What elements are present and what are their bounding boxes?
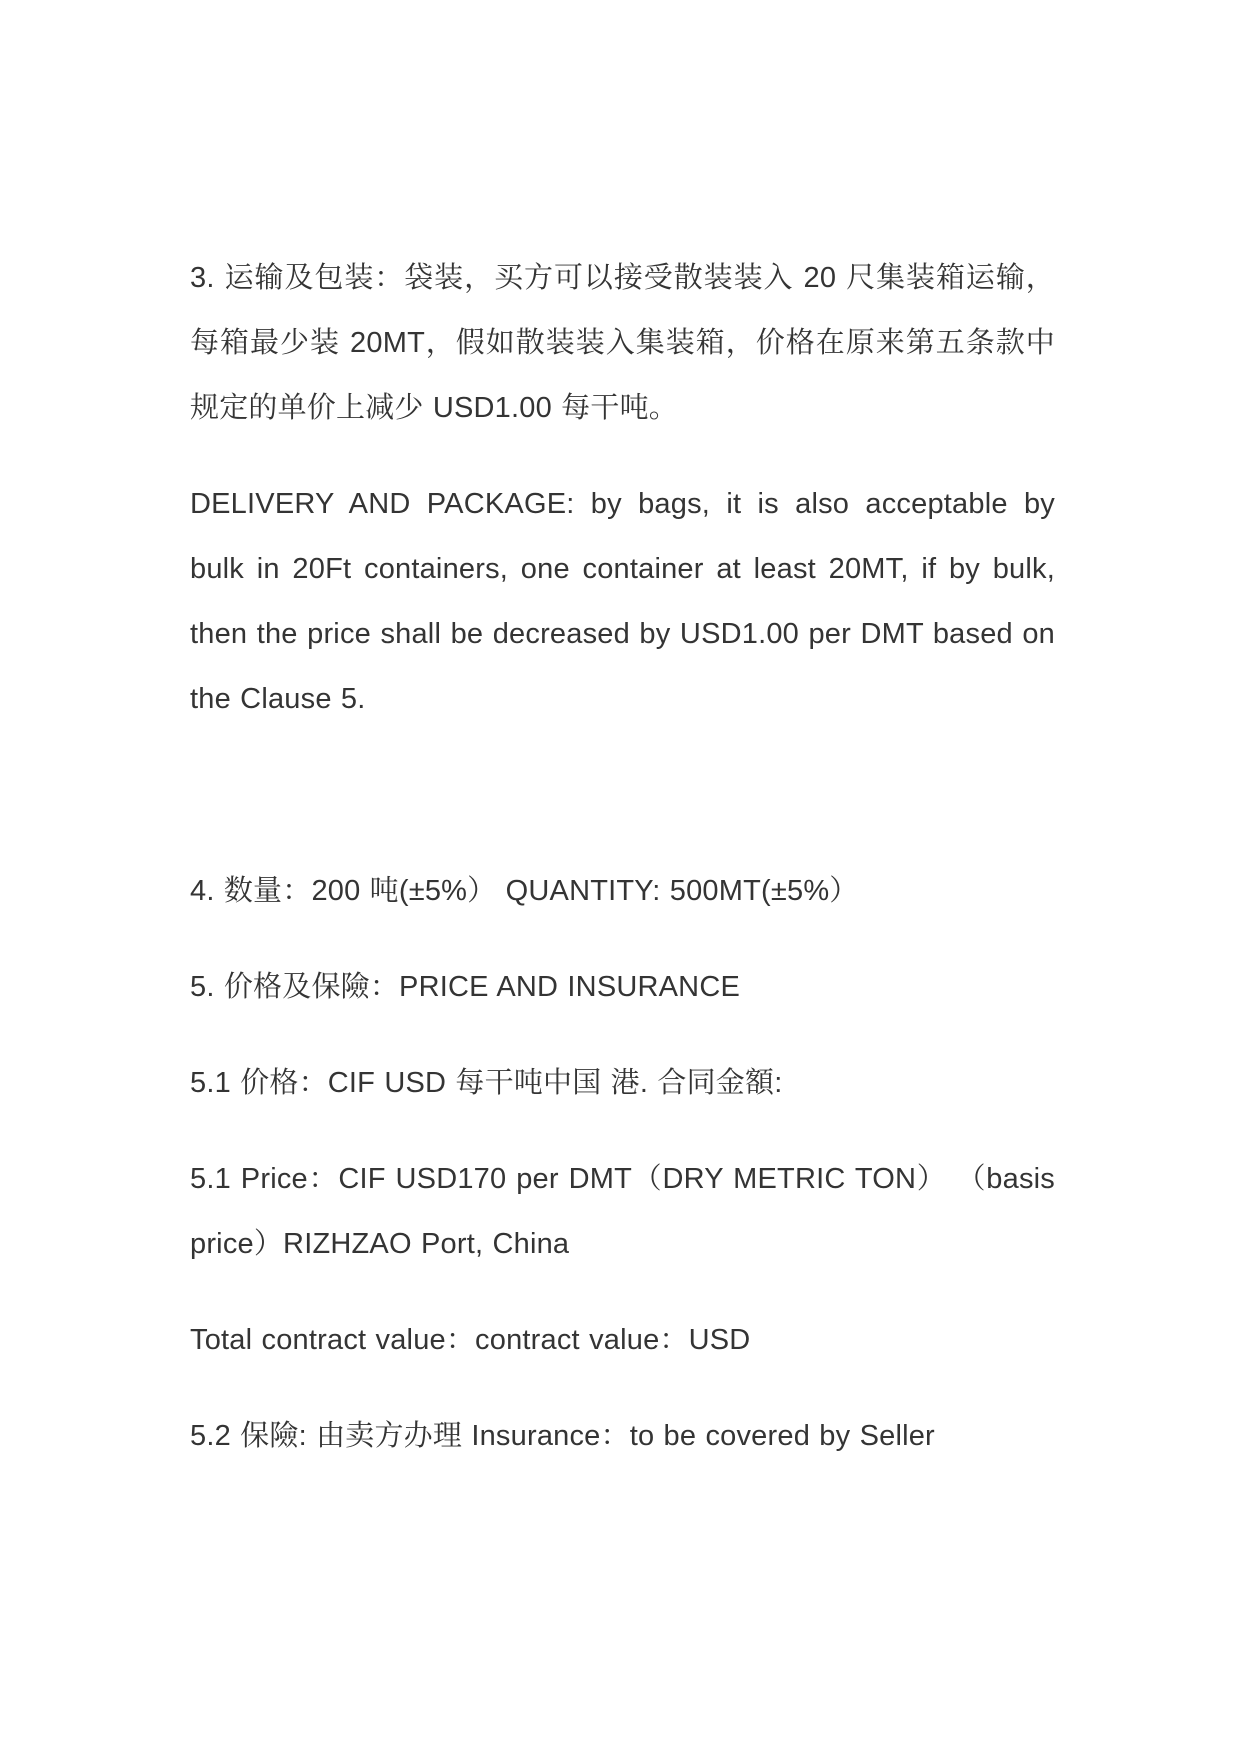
paragraph-total-contract-value: Total contract value：contract value：USD — [190, 1324, 751, 1356]
paragraph-clause-5-2-insurance: 5.2 保險: 由卖方办理 Insurance：to be covered by Seller — [190, 1420, 935, 1452]
paragraph-clause-5-1-price-zh: 5.1 价格：CIF USD 每干吨中国 港. 合同金額: — [190, 1067, 783, 1099]
paragraph-clause-5-1-price-en: 5.1 Price：CIF USD170 per DMT（DRY METRIC TON） （basis price）RIZHZAO Port, China — [190, 1163, 1055, 1260]
blank-line-spacer — [190, 763, 1055, 859]
paragraph-clause-3-en: DELIVERY AND PACKAGE: by bags, it is also acceptable by bulk in 20Ft containers, one container at least 20MT, if by bulk, then the price shall be decreased by USD1.00 per DMT based on the Clause 5. — [190, 488, 1055, 715]
paragraph-clause-4-quantity: 4. 数量：200 吨(±5%） QUANTITY: 500MT(±5%） — [190, 875, 859, 907]
paragraph-clause-5-heading: 5. 价格及保險：PRICE AND INSURANCE — [190, 971, 741, 1003]
paragraph-clause-3-zh: 3. 运输及包装：袋装，买方可以接受散装装入 20 尺集装箱运输， 每箱最少装 20MT，假如散装装入集装箱，价格在原来第五条款中规定的单价上减少 USD1.00 每干吨。 — [190, 262, 1055, 424]
